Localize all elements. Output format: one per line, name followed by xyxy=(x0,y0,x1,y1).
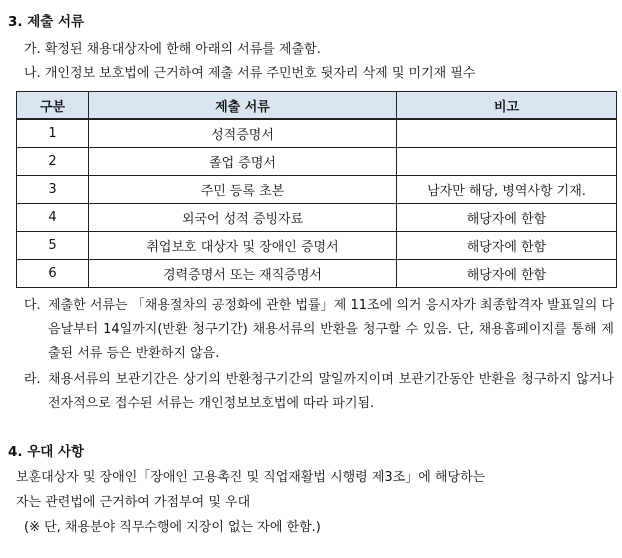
remark: 해당자에 한함 xyxy=(397,260,617,288)
item-ga: 가. 확정된 채용대상자에 한해 아래의 서류를 제출함. xyxy=(24,42,321,57)
document-name: 주민 등록 초본 xyxy=(89,176,397,204)
header-documents: 제출 서류 xyxy=(89,92,397,120)
document-name: 경력증명서 또는 재직증명서 xyxy=(89,260,397,288)
documents-table xyxy=(16,91,617,288)
row-number: 1 xyxy=(17,119,89,148)
row-number: 6 xyxy=(17,260,89,288)
preference-line-2: 자는 관련법에 근거하여 가점부여 및 우대 xyxy=(16,495,251,510)
section-4-title: 4. 우대 사항 xyxy=(8,444,85,460)
table-row xyxy=(17,232,617,260)
item-da xyxy=(24,294,614,366)
table-row xyxy=(17,176,617,204)
item-ra-label: 라. xyxy=(24,372,41,387)
item-ra-text: 채용서류의 보관기간은 상기의 반환청구기간의 말일까지이며 보관기간동안 반환을 청구하지 않거나 전자적으로 접수된 서류는 개인정보보호법에 따라 파기됨. xyxy=(48,372,614,411)
row-number: 3 xyxy=(17,176,89,204)
row-number: 5 xyxy=(17,232,89,260)
document-name: 외국어 성적 증빙자료 xyxy=(89,204,397,232)
item-da-text: 제출한 서류는 「채용절차의 공정화에 관한 법률」제 11조에 의거 응시자가 최종합격자 발표일의 다음날부터 14일까지(반환 청구기간) 채용서류의 반환을 청구할 수 있음. 단, 채용홈페이지를 통해 제출된 서류 등은 반환하지 않음. xyxy=(48,298,614,361)
document-name: 졸업 증명서 xyxy=(89,148,397,176)
document-name: 취업보호 대상자 및 장애인 증명서 xyxy=(89,232,397,260)
remark: 남자만 해당, 병역사항 기재. xyxy=(397,176,617,204)
remark xyxy=(397,119,617,148)
item-ra xyxy=(24,368,614,416)
table-row xyxy=(17,119,617,148)
preference-note: (※ 단, 채용분야 직무수행에 지장이 없는 자에 한함.) xyxy=(24,520,321,535)
preference-line-1: 보훈대상자 및 장애인「장애인 고용촉진 및 직업재활법 시행령 제3조」에 해당하는 xyxy=(16,470,486,485)
table-row xyxy=(17,204,617,232)
section-3-title: 3. 제출 서류 xyxy=(8,14,85,30)
remark: 해당자에 한함 xyxy=(397,204,617,232)
header-category: 구분 xyxy=(17,92,89,120)
row-number: 2 xyxy=(17,148,89,176)
table-row xyxy=(17,148,617,176)
table-row xyxy=(17,260,617,288)
table-header-row xyxy=(17,92,617,120)
header-remarks: 비고 xyxy=(397,92,617,120)
row-number: 4 xyxy=(17,204,89,232)
remark: 해당자에 한함 xyxy=(397,232,617,260)
item-na: 나. 개인정보 보호법에 근거하여 제출 서류 주민번호 뒷자리 삭제 및 미기재 필수 xyxy=(24,66,476,81)
document-name: 성적증명서 xyxy=(89,119,397,148)
item-da-label: 다. xyxy=(24,298,41,313)
remark xyxy=(397,148,617,176)
